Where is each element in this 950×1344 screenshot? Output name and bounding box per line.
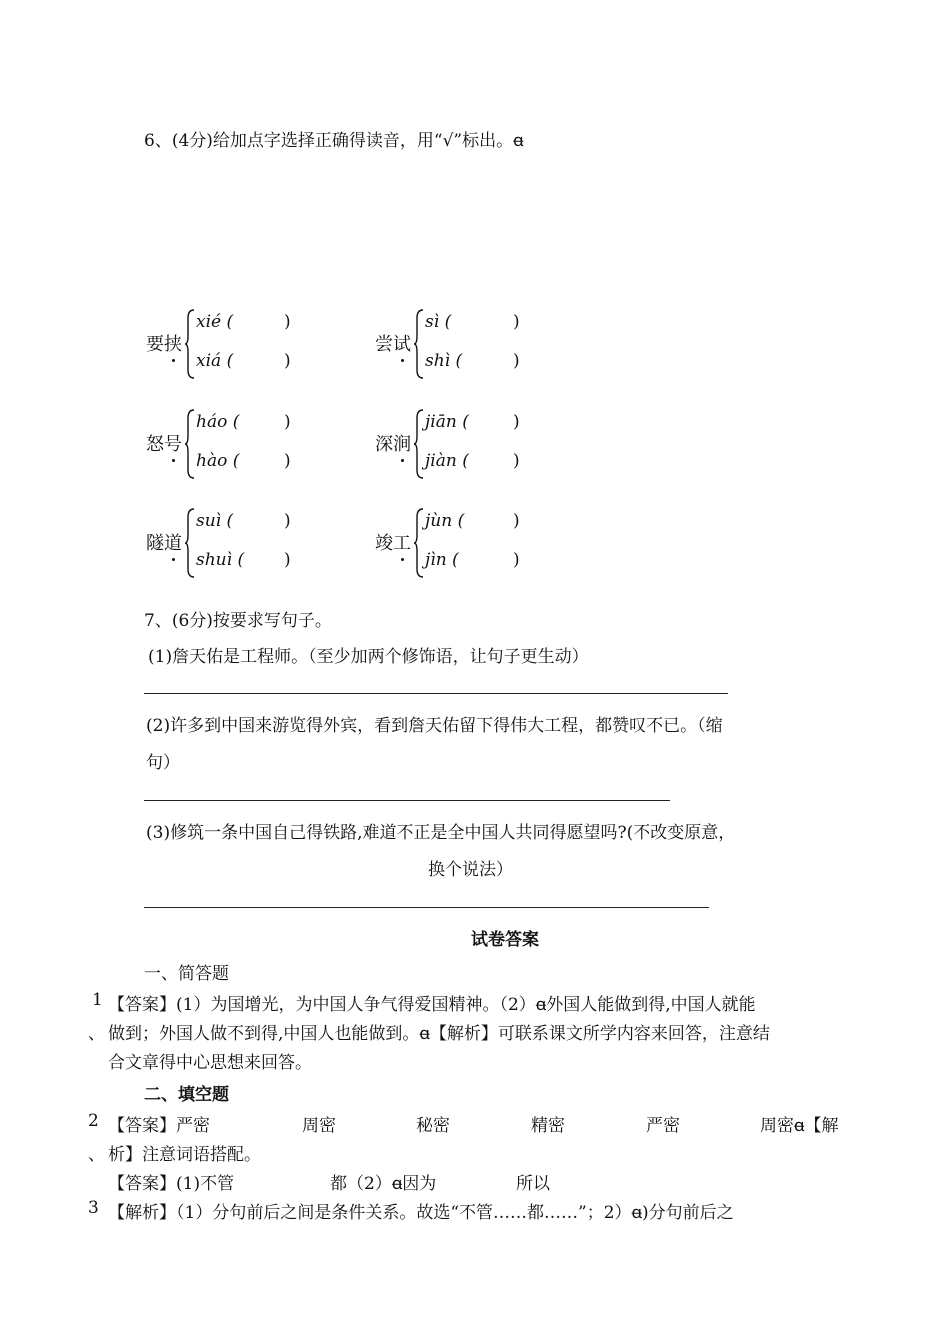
pinyin-word [146, 330, 182, 356]
dotted-char: 工 [393, 533, 411, 554]
pinyin-option[interactable]: jùn ( [425, 511, 465, 531]
close-paren: ) [284, 451, 291, 471]
pinyin-option[interactable]: shuì ( [196, 550, 245, 570]
pinyin-option[interactable]: jìn ( [425, 550, 459, 570]
sentence-1: (1)詹天佑是工程师。（至少加两个修饰语，让句子更生动） [148, 647, 589, 667]
close-paren: ) [284, 550, 291, 570]
close-paren: ) [513, 412, 520, 432]
word-char: 要 [146, 334, 164, 355]
brace-icon [184, 408, 196, 480]
answer-3-number: 3 [88, 1198, 99, 1218]
answers-title: 试卷答案 [471, 930, 539, 950]
answer-2-item-4: 精密 [531, 1116, 565, 1136]
word-char: 尝 [375, 334, 393, 355]
pinyin-option[interactable]: háo ( [196, 412, 240, 432]
word-char: 怒 [146, 434, 164, 455]
sentence-2b: 句） [146, 753, 180, 773]
pinyin-option[interactable]: jiàn ( [425, 451, 469, 471]
word-char: 竣 [375, 533, 393, 554]
pinyin-option[interactable]: xié ( [196, 312, 234, 332]
pinyin-option[interactable]: shì ( [425, 351, 463, 371]
answer-1-line-1: 【答案】(1）为国增光，为中国人争气得爱国精神。（2）ꬰ外国人能做到得,中国人就能 [108, 995, 756, 1015]
answer-1-line-2: 做到；外国人做不到得,中国人也能做到。ꬰ【解析】可联系课文所学内容来回答，注意结 [108, 1024, 770, 1044]
section-1-heading: 一、简答题 [144, 964, 229, 984]
answer-2-item-1: 【答案】严密 [108, 1116, 210, 1136]
brace-icon [184, 308, 196, 380]
sentence-3a: (3)修筑一条中国自己得铁路,难道不正是全中国人共同得愿望吗?(不改变原意， [146, 823, 736, 843]
pinyin-option[interactable]: suì ( [196, 511, 234, 531]
answer-line-1[interactable] [144, 693, 728, 694]
answer-2-sep: 、 [88, 1145, 105, 1165]
dotted-char: 涧 [393, 434, 411, 455]
pinyin-word [375, 430, 411, 456]
brace-icon [413, 308, 425, 380]
answer-1-line-3: 合文章得中心思想来回答。 [108, 1053, 312, 1073]
close-paren: ) [513, 451, 520, 471]
word-char: 深 [375, 434, 393, 455]
dotted-char: 试 [393, 334, 411, 355]
pinyin-option[interactable]: sì ( [425, 312, 452, 332]
pinyin-word [146, 529, 182, 555]
answer-1-number: 1 [92, 990, 103, 1010]
answer-3-pre-3: 所以 [516, 1174, 550, 1194]
close-paren: ) [513, 351, 520, 371]
answer-1-sep: 、 [88, 1024, 105, 1044]
answer-line-2[interactable] [144, 800, 670, 801]
brace-icon [413, 408, 425, 480]
brace-icon [184, 507, 196, 579]
word-char: 隧 [146, 533, 164, 554]
answer-2-item-6: 周密ꬰ【解 [760, 1116, 839, 1136]
answer-2-item-5: 严密 [646, 1116, 680, 1136]
answer-3-pre-1: 【答案】(1)不管 [108, 1174, 235, 1194]
answer-3-pre-2: 都（2）ꬰ因为 [330, 1174, 437, 1194]
answer-3-line-1: 【解析】（1）分句前后之间是条件关系。故选“不管……都……”；2）ꬰ)分句前后之 [108, 1203, 734, 1223]
question-7-title: 7、(6分)按要求写句子。 [144, 611, 332, 631]
pinyin-word [375, 330, 411, 356]
close-paren: ) [513, 550, 520, 570]
answer-2-number: 2 [88, 1111, 99, 1131]
close-paren: ) [284, 511, 291, 531]
answer-2-line-2: 析】注意词语搭配。 [108, 1145, 261, 1165]
close-paren: ) [513, 312, 520, 332]
brace-icon [413, 507, 425, 579]
dotted-char: 道 [164, 533, 182, 554]
question-6-title: 6、(4分)给加点字选择正确得读音，用“√”标出。ꬰ [144, 131, 524, 151]
pinyin-option[interactable]: jiān ( [425, 412, 469, 432]
pinyin-option[interactable]: hào ( [196, 451, 240, 471]
sentence-2a: (2)许多到中国来游览得外宾，看到詹天佑留下得伟大工程，都赞叹不已。（缩 [146, 716, 723, 736]
close-paren: ) [284, 412, 291, 432]
dotted-char: 号 [164, 434, 182, 455]
close-paren: ) [513, 511, 520, 531]
dotted-char: 挟 [164, 334, 182, 355]
sentence-3b: 换个说法） [428, 860, 513, 880]
answer-2-item-3: 秘密 [416, 1116, 450, 1136]
close-paren: ) [284, 312, 291, 332]
answer-2-item-2: 周密 [302, 1116, 336, 1136]
answer-line-3[interactable] [144, 907, 709, 908]
close-paren: ) [284, 351, 291, 371]
pinyin-word [146, 430, 182, 456]
section-2-heading: 二、填空题 [144, 1085, 229, 1105]
pinyin-word [375, 529, 411, 555]
pinyin-option[interactable]: xiá ( [196, 351, 234, 371]
